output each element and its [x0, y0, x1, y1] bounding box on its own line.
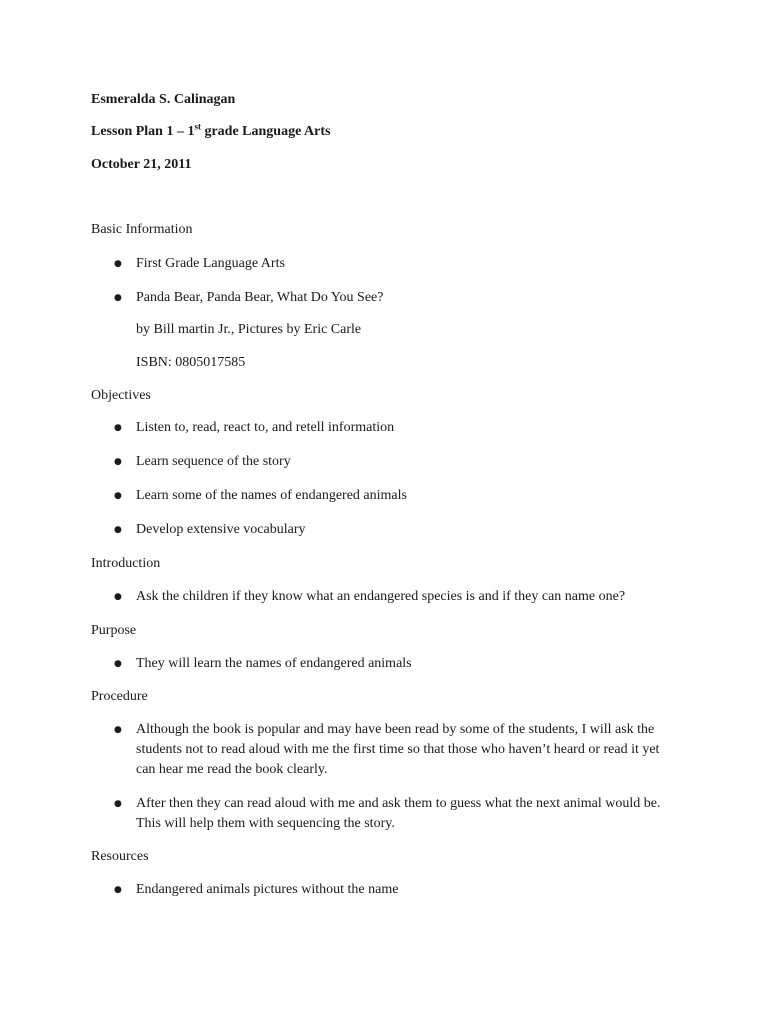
bullet-icon: ●: [114, 457, 122, 467]
section-heading-basic-information: Basic Information: [91, 222, 193, 237]
bullet-icon: ●: [114, 659, 122, 669]
list-item-text: They will learn the names of endangered animals: [136, 656, 412, 671]
section-heading-objectives: Objectives: [91, 388, 151, 403]
book-author-line: by Bill martin Jr., Pictures by Eric Carle: [136, 322, 362, 337]
section-heading-introduction: Introduction: [91, 556, 161, 571]
list-item-text: First Grade Language Arts: [136, 256, 285, 271]
isbn-line: ISBN: 0805017585: [136, 355, 246, 370]
list-item-text: Listen to, read, react to, and retell information: [136, 420, 395, 435]
list-item: [114, 794, 674, 834]
bullet-icon: ●: [114, 799, 122, 809]
lesson-date: October 21, 2011: [91, 157, 192, 172]
bullet-icon: ●: [114, 592, 122, 602]
bullet-icon: ●: [114, 491, 122, 501]
author-name: Esmeralda S. Calinagan: [91, 92, 236, 107]
list-item: [114, 452, 674, 472]
lesson-title-ordinal: st: [194, 121, 201, 132]
list-item-text: Ask the children if they know what an endangered species is and if they can name one?: [136, 589, 626, 604]
bullet-icon: ●: [114, 423, 122, 433]
list-item: [114, 587, 674, 607]
lesson-title: [91, 121, 331, 140]
list-item-text: Learn some of the names of endangered animals: [136, 488, 407, 503]
bullet-icon: ●: [114, 725, 122, 735]
list-item: [114, 720, 674, 780]
section-heading-purpose: Purpose: [91, 623, 137, 638]
list-item-text: Although the book is popular and may have been read by some of the students, I will ask the students not to read aloud with me the first time so that those who haven’t heard or read it yet can hear me read the book clearly.: [136, 722, 660, 777]
bullet-icon: ●: [114, 525, 122, 535]
list-item-text: Learn sequence of the story: [136, 454, 291, 469]
list-item-text: Develop extensive vocabulary: [136, 522, 306, 537]
bullet-icon: ●: [114, 259, 122, 269]
section-heading-resources: Resources: [91, 849, 149, 864]
lesson-title-prefix: Lesson Plan 1 – 1: [91, 124, 195, 139]
list-item-text: Endangered animals pictures without the name: [136, 882, 399, 897]
list-item: [114, 520, 674, 540]
list-item-text: Panda Bear, Panda Bear, What Do You See?: [136, 290, 384, 305]
bullet-icon: ●: [114, 293, 122, 303]
list-item: [114, 254, 674, 274]
section-heading-procedure: Procedure: [91, 689, 148, 704]
list-item: [114, 880, 674, 900]
bullet-icon: ●: [114, 885, 122, 895]
list-item: [114, 288, 674, 308]
list-item-text: After then they can read aloud with me and ask them to guess what the next animal would be. This will help them with sequencing the story.: [136, 796, 661, 831]
list-item: [114, 486, 674, 506]
lesson-title-suffix: grade Language Arts: [200, 124, 331, 139]
list-item: [114, 418, 674, 438]
list-item: [114, 654, 674, 674]
